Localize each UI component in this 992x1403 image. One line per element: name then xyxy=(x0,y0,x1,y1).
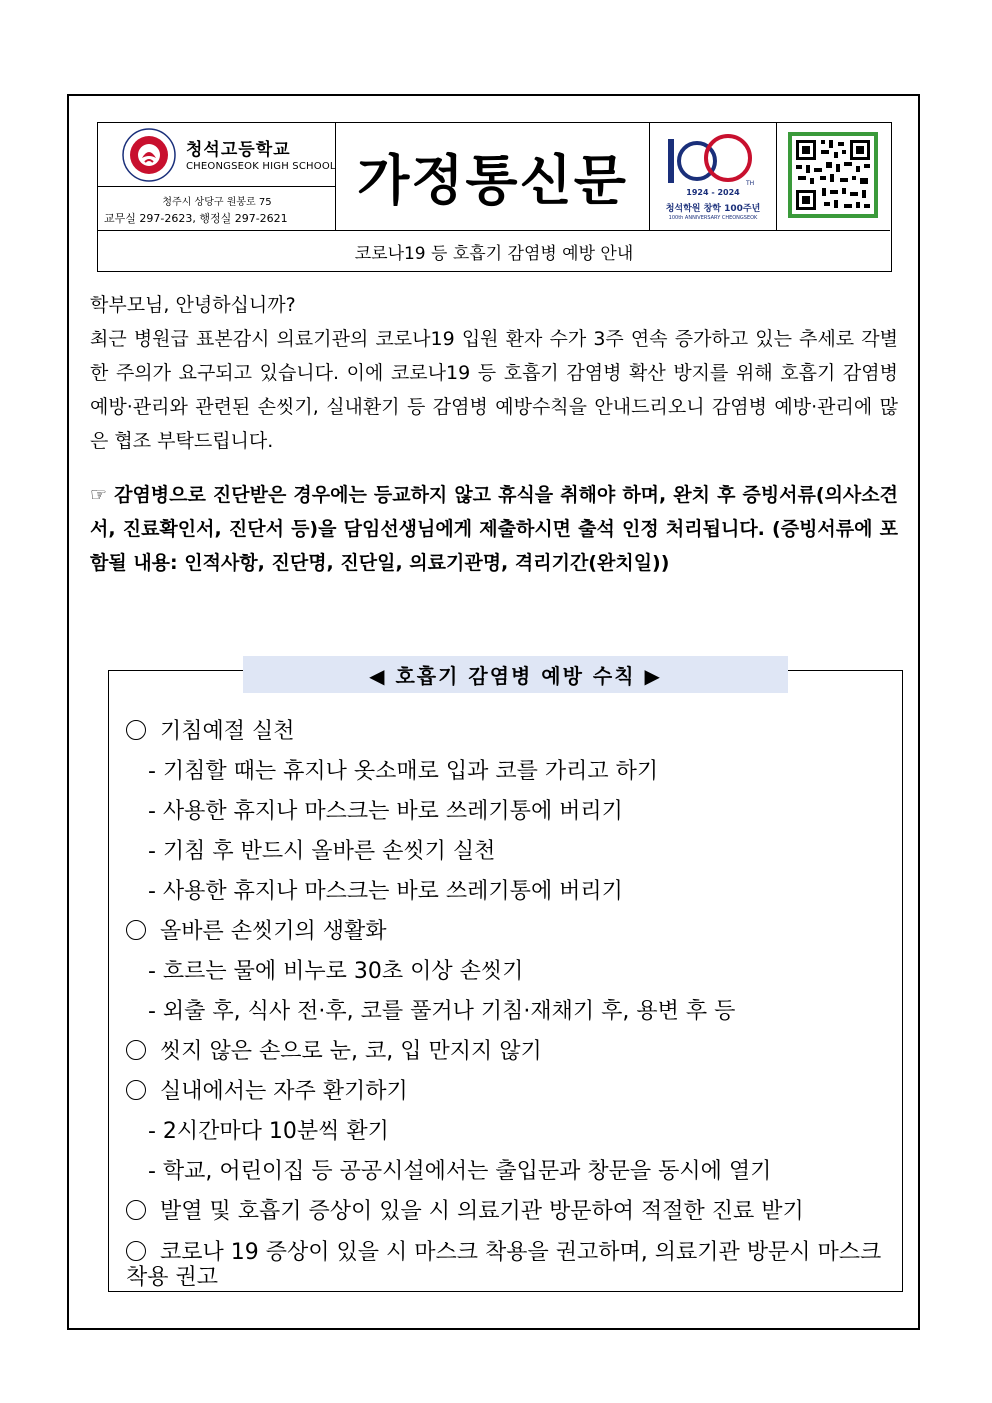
attendance-notice: ☞ 감염병으로 진단받은 경우에는 등교하지 않고 휴식을 취해야 하며, 완치 후 증빙서류(의사소견서, 진료확인서, 진단서 등)을 담임선생님에게 제출하시면 출석 인정 처리됩니다. (증빙서류에 포함될 내용: 인적사항, 진단명, 진단일, 의료기관명, 격리기간(완치일)) xyxy=(90,484,898,574)
rule-main-item xyxy=(126,712,901,752)
rule-main-item xyxy=(126,912,901,952)
school-info xyxy=(98,123,336,231)
rule-text: 기침예절 실천 xyxy=(160,719,295,744)
rule-text: 실내에서는 자주 환기하기 xyxy=(160,1079,408,1104)
anniversary-korean: 청석학원 창학 100주년 xyxy=(665,204,761,214)
rule-text: - 기침할 때는 휴지나 옷소매로 입과 코를 가리고 하기 xyxy=(148,759,659,784)
rule-text: - 흐르는 물에 비누로 30초 이상 손씻기 xyxy=(148,959,524,984)
rule-main-item xyxy=(126,1232,901,1290)
circle-bullet-icon xyxy=(126,1040,146,1060)
school-phones: 교무실 297-2623, 행정실 297-2621 xyxy=(104,212,288,225)
newsletter-header xyxy=(97,122,892,272)
rule-sub-item xyxy=(126,832,901,872)
school-name-korean: 청석고등학교 xyxy=(186,140,291,160)
document-title-cell xyxy=(336,123,649,231)
circle-bullet-icon xyxy=(126,1080,146,1100)
qr-code-icon[interactable] xyxy=(788,132,878,218)
rule-text: 코로나 19 증상이 있을 시 마스크 착용을 권고하며, 의료기관 방문시 마스크 착용 권고 xyxy=(126,1240,882,1290)
qr-code-cell xyxy=(777,123,890,231)
school-address: 청주시 상당구 원봉로 75 xyxy=(162,197,272,208)
rule-text: 씻지 않은 손으로 눈, 코, 입 만지지 않기 xyxy=(160,1039,542,1064)
svg-text:TH: TH xyxy=(746,180,755,187)
school-name-english: CHEONGSEOK HIGH SCHOOL xyxy=(186,161,336,172)
rule-sub-item xyxy=(126,872,901,912)
rule-main-item xyxy=(126,1072,901,1112)
rule-sub-item xyxy=(126,1152,901,1192)
circle-bullet-icon xyxy=(126,720,146,740)
rule-text: - 외출 후, 식사 전·후, 코를 풀거나 기침·재채기 후, 용변 후 등 xyxy=(148,999,736,1024)
rule-main-item xyxy=(126,1192,901,1232)
rule-text: - 2시간마다 10분씩 환기 xyxy=(148,1119,389,1144)
rule-text: 발열 및 호흡기 증상이 있을 시 의료기관 방문하여 적절한 진료 받기 xyxy=(160,1199,804,1224)
prevention-rules-title: ◀ 호흡기 감염병 예방 수칙 ▶ xyxy=(243,656,788,693)
letter-body xyxy=(90,288,898,458)
intro-paragraph: 최근 병원급 표본감시 의료기관의 코로나19 입원 환자 수가 3주 연속 증가하고 있는 추세로 각별한 주의가 요구되고 있습니다. 이에 코로나19 등 호흡기 감염병 확산 방지를 위해 호흡기 감염병 예방·관리와 관련된 손씻기, 실내환기 등 감염병 예방수칙을 안내드리오니 감염병 예방·관리에 많은 협조 부탁드립니다. xyxy=(90,328,898,452)
rule-sub-item xyxy=(126,1112,901,1152)
circle-bullet-icon xyxy=(126,1241,146,1261)
document-title: 가정통신문 xyxy=(357,149,628,212)
100th-anniversary-icon xyxy=(664,131,762,187)
circle-bullet-icon xyxy=(126,920,146,940)
circle-bullet-icon xyxy=(126,1200,146,1220)
rule-text: - 사용한 휴지나 마스크는 바로 쓰레기통에 버리기 xyxy=(148,879,623,904)
rule-text: 올바른 손씻기의 생활화 xyxy=(160,919,387,944)
rule-text: - 학교, 어린이집 등 공공시설에서는 출입문과 창문을 동시에 열기 xyxy=(148,1159,772,1184)
school-logo-row xyxy=(98,123,336,187)
rule-text: - 기침 후 반드시 올바른 손씻기 실천 xyxy=(148,839,496,864)
greeting: 학부모님, 안녕하십니까? xyxy=(90,294,296,316)
rule-main-item xyxy=(126,1032,901,1072)
rule-text: - 사용한 휴지나 마스크는 바로 쓰레기통에 버리기 xyxy=(148,799,623,824)
anniversary-english: 100th ANNIVERSARY CHEONGSEOK xyxy=(668,215,758,221)
rule-sub-item xyxy=(126,792,901,832)
rule-sub-item xyxy=(126,952,901,992)
rule-sub-item xyxy=(126,992,901,1032)
anniversary-logo xyxy=(649,123,777,231)
school-emblem-icon xyxy=(122,128,176,182)
subject-line: 코로나19 등 호흡기 감염병 예방 안내 xyxy=(354,243,634,264)
rule-sub-item xyxy=(126,752,901,792)
prevention-rules-list xyxy=(126,712,901,1290)
anniversary-years: 1924 - 2024 xyxy=(686,188,740,197)
